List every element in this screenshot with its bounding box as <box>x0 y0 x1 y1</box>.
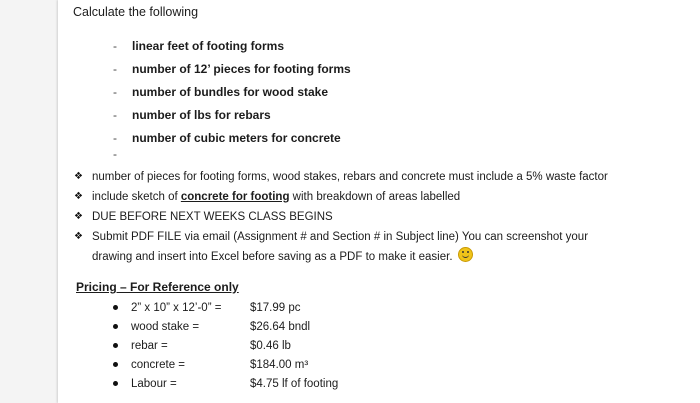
dash-marker: - <box>113 84 117 99</box>
pricing-value: $26.64 bndl <box>250 320 311 333</box>
dash-marker: - <box>113 61 117 76</box>
pricing-item <box>113 355 338 374</box>
pricing-item <box>113 374 338 393</box>
pricing-list <box>113 298 338 393</box>
list-item-text: number of 12’ pieces for footing forms <box>132 61 351 76</box>
list-item-text: number of bundles for wood stake <box>132 84 329 99</box>
pricing-label: Labour = <box>131 377 177 390</box>
note-text-post: with breakdown of areas labelled <box>289 191 461 203</box>
bullet-icon <box>113 343 118 348</box>
note-item <box>74 167 674 187</box>
pricing-value: $0.46 lb <box>250 339 291 352</box>
pricing-value: $17.99 pc <box>250 301 301 314</box>
note-item <box>74 207 674 227</box>
pricing-item <box>113 317 338 336</box>
note-item <box>74 187 674 207</box>
bullet-icon <box>113 324 118 329</box>
pricing-item <box>113 336 338 355</box>
bullet-icon <box>113 305 118 310</box>
smiley-face-icon <box>458 247 473 262</box>
pricing-label: 2” x 10” x 12’-0” = <box>131 301 222 314</box>
diamond-bullet-icon: ❖ <box>74 171 83 182</box>
pricing-label: rebar = <box>131 339 168 352</box>
note-item <box>74 227 674 267</box>
notes-list <box>74 167 674 267</box>
note-text <box>92 187 674 207</box>
pricing-label: concrete = <box>131 358 186 371</box>
list-item-text: number of lbs for rebars <box>132 107 271 122</box>
diamond-bullet-icon: ❖ <box>74 231 83 242</box>
note-text-line2: drawing and insert into Excel before saving as a PDF to make it easier. <box>92 251 453 263</box>
calculation-list <box>113 34 351 149</box>
bullet-icon <box>113 362 118 367</box>
list-item <box>113 103 351 126</box>
bullet-icon <box>113 381 118 386</box>
note-text-pre: include sketch of <box>92 191 181 203</box>
list-item-text: linear feet of footing forms <box>132 38 285 53</box>
list-item <box>113 80 351 103</box>
pricing-value: $184.00 m³ <box>250 358 309 371</box>
note-text <box>92 227 674 267</box>
note-text: number of pieces for footing forms, wood stakes, rebars and concrete must include a 5% waste factor <box>92 171 608 183</box>
diamond-bullet-icon: ❖ <box>74 191 83 202</box>
list-item <box>113 126 351 149</box>
heading: Calculate the following <box>73 5 199 19</box>
diamond-bullet-icon: ❖ <box>74 211 83 222</box>
list-item-text: number of cubic meters for concrete <box>132 130 341 145</box>
empty-dash-marker: - <box>113 147 117 161</box>
dash-marker: - <box>113 38 117 53</box>
pricing-title: Pricing – For Reference only <box>76 280 239 294</box>
list-item <box>113 34 351 57</box>
note-text: DUE BEFORE NEXT WEEKS CLASS BEGINS <box>92 211 333 223</box>
note-text-line1: Submit PDF FILE via email (Assignment # and Section # in Subject line) You can screenshot your <box>92 231 589 243</box>
dash-marker: - <box>113 107 117 122</box>
pricing-label: wood stake = <box>131 320 200 333</box>
note-emphasis: concrete for footing <box>180 191 290 203</box>
pricing-value: $4.75 lf of footing <box>250 377 339 390</box>
list-item <box>113 57 351 80</box>
dash-marker: - <box>113 130 117 145</box>
pricing-item <box>113 298 338 317</box>
